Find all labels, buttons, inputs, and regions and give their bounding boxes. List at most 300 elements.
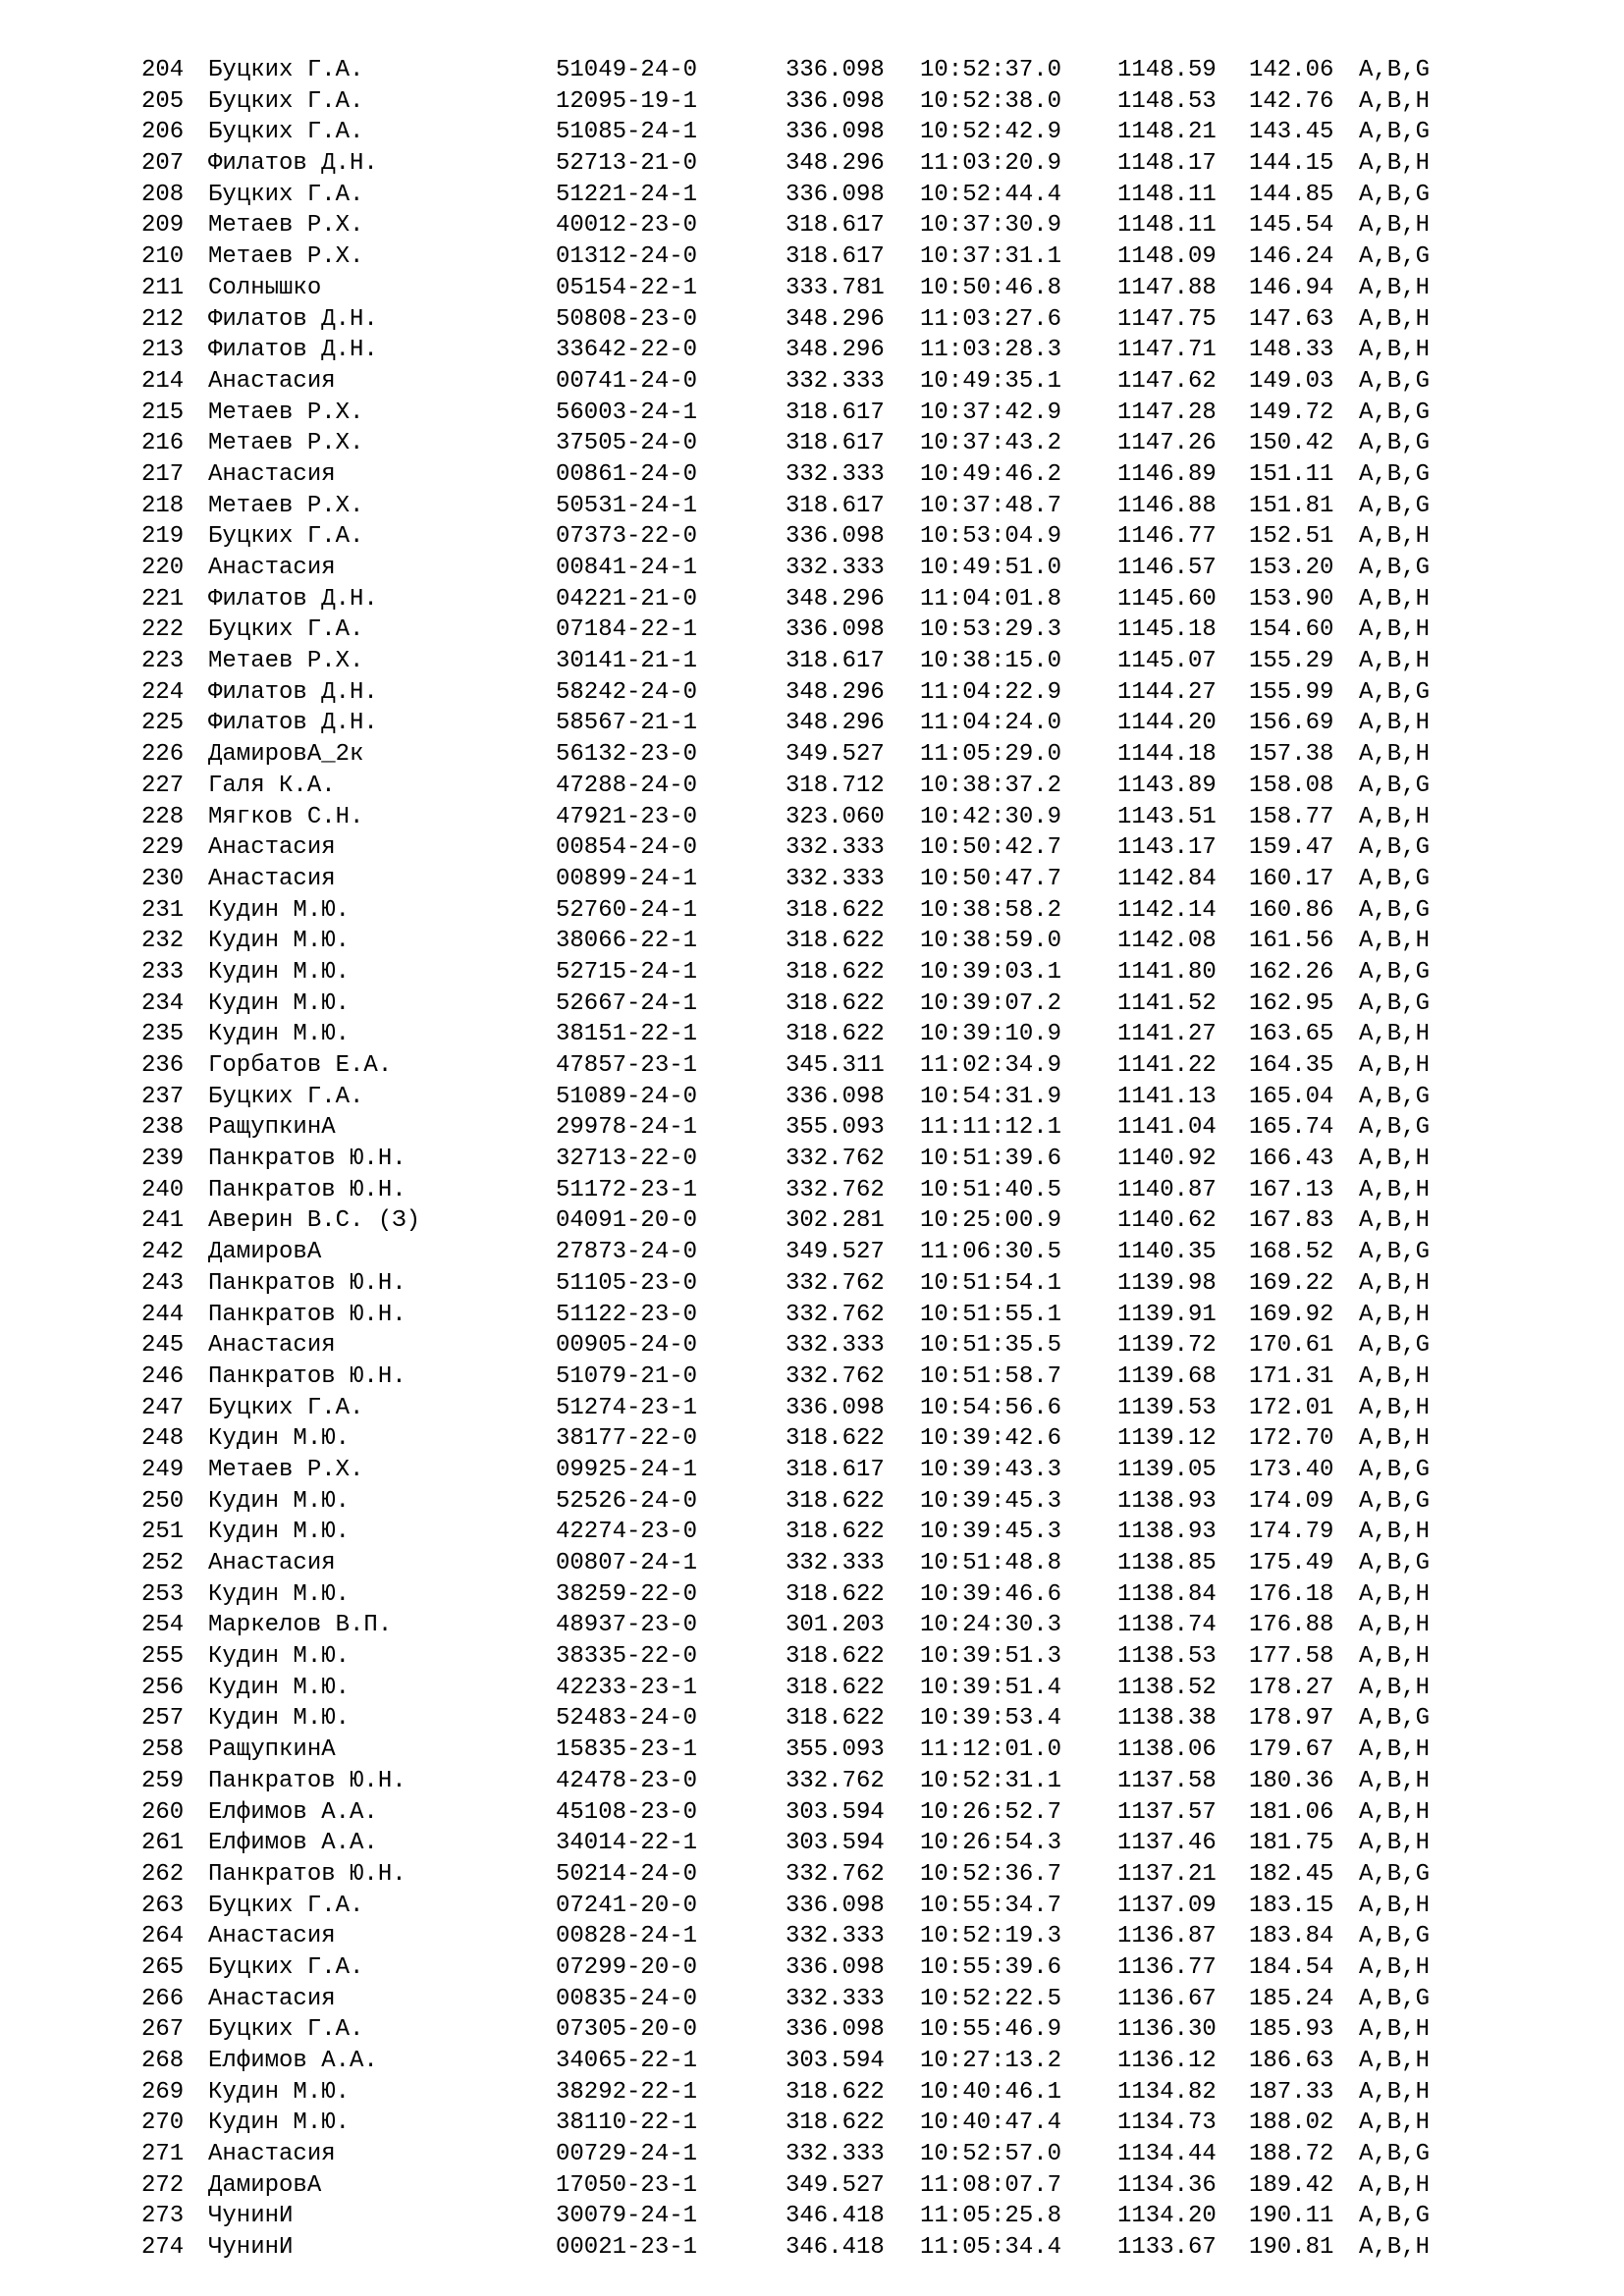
- distance-cell: 355.093: [785, 1736, 885, 1764]
- coefficient-cell: 187.33: [1249, 2078, 1334, 2106]
- speed-cell: 1144.27: [1117, 678, 1217, 706]
- coefficient-cell: 153.90: [1249, 585, 1334, 613]
- ring-number-cell: 07305-20-0: [556, 2016, 698, 2044]
- name-cell: Буцких Г.А.: [208, 181, 364, 208]
- distance-cell: 332.333: [785, 555, 885, 581]
- distance-cell: 348.296: [785, 710, 885, 737]
- distance-cell: 318.622: [785, 2078, 885, 2106]
- result-row: [0, 1828, 1624, 1859]
- speed-cell: 1141.13: [1117, 1083, 1217, 1110]
- speed-cell: 1148.11: [1117, 181, 1217, 208]
- name-cell: Анастасия: [208, 1550, 336, 1576]
- name-cell: Кудин М.Ю.: [208, 2078, 351, 2106]
- result-row: [0, 210, 1624, 241]
- coefficient-cell: 170.61: [1249, 1332, 1334, 1360]
- coefficient-cell: 174.09: [1249, 1487, 1334, 1515]
- place-cell: 271: [141, 2141, 185, 2168]
- place-cell: 219: [141, 523, 185, 551]
- place-cell: 222: [141, 616, 185, 644]
- coefficient-cell: 146.94: [1249, 274, 1334, 301]
- coefficient-cell: 156.69: [1249, 710, 1334, 737]
- ring-number-cell: 51105-23-0: [556, 1269, 698, 1297]
- coefficient-cell: 178.97: [1249, 1705, 1334, 1733]
- name-cell: Анастасия: [208, 2141, 336, 2168]
- ring-number-cell: 00741-24-0: [556, 367, 698, 395]
- flags-cell: A,B,G: [1359, 989, 1431, 1017]
- name-cell: Кудин М.Ю.: [208, 989, 351, 1017]
- distance-cell: 332.333: [785, 1985, 885, 2012]
- name-cell: Метаев Р.Х.: [208, 430, 364, 457]
- place-cell: 212: [141, 305, 185, 333]
- speed-cell: 1142.08: [1117, 928, 1217, 955]
- coefficient-cell: 158.08: [1249, 772, 1334, 799]
- flags-cell: A,B,G: [1359, 896, 1431, 924]
- place-cell: 245: [141, 1332, 185, 1360]
- ring-number-cell: 50214-24-0: [556, 1860, 698, 1888]
- ring-number-cell: 51122-23-0: [556, 1301, 698, 1328]
- distance-cell: 349.527: [785, 2171, 885, 2199]
- arrival-time-cell: 10:39:45.3: [920, 1487, 1062, 1515]
- name-cell: Буцких Г.А.: [208, 1953, 364, 1981]
- place-cell: 229: [141, 834, 185, 862]
- flags-cell: A,B,G: [1359, 1923, 1431, 1950]
- arrival-time-cell: 11:12:01.0: [920, 1736, 1062, 1764]
- coefficient-cell: 181.06: [1249, 1798, 1334, 1826]
- arrival-time-cell: 10:51:54.1: [920, 1269, 1062, 1297]
- coefficient-cell: 150.42: [1249, 430, 1334, 457]
- flags-cell: A,B,H: [1359, 150, 1431, 178]
- name-cell: Елфимов А.А.: [208, 1830, 378, 1857]
- name-cell: Буцких Г.А.: [208, 1892, 364, 1919]
- name-cell: ДамировА: [208, 1239, 322, 1266]
- place-cell: 250: [141, 1487, 185, 1515]
- arrival-time-cell: 10:39:46.6: [920, 1580, 1062, 1608]
- distance-cell: 332.762: [785, 1269, 885, 1297]
- result-row: [0, 2014, 1624, 2046]
- flags-cell: A,B,H: [1359, 1798, 1431, 1826]
- name-cell: Панкратов Ю.Н.: [208, 1860, 406, 1888]
- coefficient-cell: 161.56: [1249, 928, 1334, 955]
- name-cell: Анастасия: [208, 1332, 336, 1360]
- flags-cell: A,B,G: [1359, 1550, 1431, 1576]
- result-row: [0, 521, 1624, 553]
- ring-number-cell: 52483-24-0: [556, 1705, 698, 1733]
- flags-cell: A,B,G: [1359, 243, 1431, 271]
- speed-cell: 1138.52: [1117, 1674, 1217, 1701]
- flags-cell: A,B,H: [1359, 1892, 1431, 1919]
- name-cell: Анастасия: [208, 460, 336, 488]
- arrival-time-cell: 10:25:00.9: [920, 1207, 1062, 1235]
- place-cell: 244: [141, 1301, 185, 1328]
- speed-cell: 1138.53: [1117, 1643, 1217, 1671]
- place-cell: 268: [141, 2048, 185, 2074]
- place-cell: 258: [141, 1736, 185, 1764]
- ring-number-cell: 51079-21-0: [556, 1362, 698, 1390]
- distance-cell: 336.098: [785, 57, 885, 83]
- distance-cell: 318.622: [785, 928, 885, 955]
- distance-cell: 318.617: [785, 243, 885, 271]
- place-cell: 210: [141, 243, 185, 271]
- flags-cell: A,B,G: [1359, 1456, 1431, 1483]
- coefficient-cell: 153.20: [1249, 555, 1334, 581]
- place-cell: 215: [141, 399, 185, 426]
- result-row: [0, 2139, 1624, 2170]
- distance-cell: 318.622: [785, 2109, 885, 2137]
- arrival-time-cell: 11:02:34.9: [920, 1052, 1062, 1079]
- ring-number-cell: 37505-24-0: [556, 430, 698, 457]
- arrival-time-cell: 10:49:51.0: [920, 555, 1062, 581]
- result-row: [0, 988, 1624, 1020]
- name-cell: Маркелов В.П.: [208, 1612, 393, 1639]
- ring-number-cell: 52713-21-0: [556, 150, 698, 178]
- speed-cell: 1144.20: [1117, 710, 1217, 737]
- speed-cell: 1146.57: [1117, 555, 1217, 581]
- name-cell: Кудин М.Ю.: [208, 1425, 351, 1453]
- arrival-time-cell: 11:05:34.4: [920, 2234, 1062, 2262]
- distance-cell: 332.333: [785, 865, 885, 892]
- coefficient-cell: 167.13: [1249, 1176, 1334, 1203]
- speed-cell: 1140.62: [1117, 1207, 1217, 1235]
- ring-number-cell: 51085-24-1: [556, 119, 698, 146]
- coefficient-cell: 160.86: [1249, 896, 1334, 924]
- result-row: [0, 1237, 1624, 1268]
- arrival-time-cell: 10:38:58.2: [920, 896, 1062, 924]
- ring-number-cell: 30141-21-1: [556, 648, 698, 675]
- result-row: [0, 1703, 1624, 1735]
- flags-cell: A,B,H: [1359, 1674, 1431, 1701]
- result-row: [0, 86, 1624, 118]
- ring-number-cell: 38335-22-0: [556, 1643, 698, 1671]
- result-row: [0, 1300, 1624, 1331]
- result-row: [0, 1579, 1624, 1611]
- coefficient-cell: 162.26: [1249, 958, 1334, 986]
- flags-cell: A,B,H: [1359, 87, 1431, 115]
- place-cell: 209: [141, 212, 185, 240]
- arrival-time-cell: 10:49:46.2: [920, 460, 1062, 488]
- result-row: [0, 1205, 1624, 1237]
- ring-number-cell: 00021-23-1: [556, 2234, 698, 2262]
- coefficient-cell: 149.72: [1249, 399, 1334, 426]
- coefficient-cell: 168.52: [1249, 1239, 1334, 1266]
- result-row: [0, 2046, 1624, 2077]
- coefficient-cell: 162.95: [1249, 989, 1334, 1017]
- place-cell: 255: [141, 1643, 185, 1671]
- arrival-time-cell: 11:08:07.7: [920, 2171, 1062, 2199]
- place-cell: 223: [141, 648, 185, 675]
- arrival-time-cell: 10:51:39.6: [920, 1146, 1062, 1173]
- ring-number-cell: 00828-24-1: [556, 1923, 698, 1950]
- speed-cell: 1134.82: [1117, 2078, 1217, 2106]
- speed-cell: 1148.11: [1117, 212, 1217, 240]
- coefficient-cell: 176.88: [1249, 1612, 1334, 1639]
- place-cell: 207: [141, 150, 185, 178]
- distance-cell: 332.762: [785, 1362, 885, 1390]
- ring-number-cell: 38292-22-1: [556, 2078, 698, 2106]
- speed-cell: 1146.89: [1117, 460, 1217, 488]
- arrival-time-cell: 10:38:59.0: [920, 928, 1062, 955]
- arrival-time-cell: 11:04:01.8: [920, 585, 1062, 613]
- speed-cell: 1148.09: [1117, 243, 1217, 271]
- ring-number-cell: 45108-23-0: [556, 1798, 698, 1826]
- speed-cell: 1146.77: [1117, 523, 1217, 551]
- flags-cell: A,B,H: [1359, 1146, 1431, 1173]
- flags-cell: A,B,H: [1359, 585, 1431, 613]
- flags-cell: A,B,H: [1359, 1394, 1431, 1421]
- result-row: [0, 2232, 1624, 2264]
- result-row: [0, 273, 1624, 304]
- distance-cell: 332.762: [785, 1767, 885, 1794]
- flags-cell: A,B,G: [1359, 1985, 1431, 2012]
- flags-cell: A,B,H: [1359, 337, 1431, 364]
- name-cell: Галя К.А.: [208, 772, 336, 799]
- distance-cell: 318.622: [785, 989, 885, 1017]
- name-cell: Буцких Г.А.: [208, 1394, 364, 1421]
- result-row: [0, 957, 1624, 988]
- coefficient-cell: 171.31: [1249, 1362, 1334, 1390]
- coefficient-cell: 189.42: [1249, 2171, 1334, 2199]
- distance-cell: 336.098: [785, 1083, 885, 1110]
- speed-cell: 1138.93: [1117, 1519, 1217, 1546]
- coefficient-cell: 169.92: [1249, 1301, 1334, 1328]
- speed-cell: 1148.21: [1117, 119, 1217, 146]
- speed-cell: 1141.04: [1117, 1114, 1217, 1142]
- distance-cell: 332.333: [785, 1550, 885, 1576]
- place-cell: 247: [141, 1394, 185, 1421]
- place-cell: 263: [141, 1892, 185, 1919]
- result-row: [0, 864, 1624, 895]
- ring-number-cell: 12095-19-1: [556, 87, 698, 115]
- place-cell: 218: [141, 492, 185, 519]
- flags-cell: A,B,H: [1359, 1612, 1431, 1639]
- speed-cell: 1138.85: [1117, 1550, 1217, 1576]
- result-row: [0, 1268, 1624, 1300]
- arrival-time-cell: 11:04:24.0: [920, 710, 1062, 737]
- arrival-time-cell: 10:37:43.2: [920, 430, 1062, 457]
- name-cell: Метаев Р.Х.: [208, 492, 364, 519]
- coefficient-cell: 158.77: [1249, 803, 1334, 830]
- flags-cell: A,B,H: [1359, 1362, 1431, 1390]
- results-list: [0, 55, 1624, 2264]
- flags-cell: A,B,H: [1359, 803, 1431, 830]
- result-row: [0, 2108, 1624, 2139]
- speed-cell: 1141.80: [1117, 958, 1217, 986]
- speed-cell: 1142.84: [1117, 865, 1217, 892]
- place-cell: 246: [141, 1362, 185, 1390]
- speed-cell: 1147.62: [1117, 367, 1217, 395]
- place-cell: 272: [141, 2171, 185, 2199]
- speed-cell: 1147.28: [1117, 399, 1217, 426]
- ring-number-cell: 56003-24-1: [556, 399, 698, 426]
- distance-cell: 318.617: [785, 212, 885, 240]
- speed-cell: 1147.71: [1117, 337, 1217, 364]
- distance-cell: 348.296: [785, 305, 885, 333]
- flags-cell: A,B,H: [1359, 2016, 1431, 2044]
- flags-cell: A,B,G: [1359, 1332, 1431, 1360]
- arrival-time-cell: 11:05:25.8: [920, 2203, 1062, 2230]
- place-cell: 240: [141, 1176, 185, 1203]
- result-row: [0, 1641, 1624, 1673]
- arrival-time-cell: 10:52:42.9: [920, 119, 1062, 146]
- result-row: [0, 1486, 1624, 1518]
- result-row: [0, 1144, 1624, 1175]
- arrival-time-cell: 10:51:58.7: [920, 1362, 1062, 1390]
- speed-cell: 1138.06: [1117, 1736, 1217, 1764]
- speed-cell: 1137.46: [1117, 1830, 1217, 1857]
- name-cell: Кудин М.Ю.: [208, 1487, 351, 1515]
- coefficient-cell: 185.24: [1249, 1985, 1334, 2012]
- name-cell: Панкратов Ю.Н.: [208, 1301, 406, 1328]
- coefficient-cell: 166.43: [1249, 1146, 1334, 1173]
- ring-number-cell: 15835-23-1: [556, 1736, 698, 1764]
- result-row: [0, 1984, 1624, 2015]
- distance-cell: 332.333: [785, 367, 885, 395]
- place-cell: 274: [141, 2234, 185, 2262]
- flags-cell: A,B,G: [1359, 460, 1431, 488]
- arrival-time-cell: 10:52:37.0: [920, 57, 1062, 83]
- speed-cell: 1139.91: [1117, 1301, 1217, 1328]
- ring-number-cell: 52526-24-0: [556, 1487, 698, 1515]
- distance-cell: 318.622: [785, 1643, 885, 1671]
- arrival-time-cell: 10:54:56.6: [920, 1394, 1062, 1421]
- distance-cell: 336.098: [785, 1394, 885, 1421]
- speed-cell: 1142.14: [1117, 896, 1217, 924]
- distance-cell: 318.622: [785, 1519, 885, 1546]
- result-row: [0, 1175, 1624, 1206]
- result-row: [0, 1673, 1624, 1704]
- arrival-time-cell: 11:03:20.9: [920, 150, 1062, 178]
- speed-cell: 1145.60: [1117, 585, 1217, 613]
- distance-cell: 332.762: [785, 1176, 885, 1203]
- speed-cell: 1143.89: [1117, 772, 1217, 799]
- arrival-time-cell: 10:50:46.8: [920, 274, 1062, 301]
- name-cell: Горбатов Е.А.: [208, 1052, 393, 1079]
- speed-cell: 1137.57: [1117, 1798, 1217, 1826]
- speed-cell: 1133.67: [1117, 2234, 1217, 2262]
- flags-cell: A,B,H: [1359, 1269, 1431, 1297]
- speed-cell: 1147.88: [1117, 274, 1217, 301]
- distance-cell: 336.098: [785, 1953, 885, 1981]
- place-cell: 232: [141, 928, 185, 955]
- distance-cell: 318.617: [785, 648, 885, 675]
- ring-number-cell: 38259-22-0: [556, 1580, 698, 1608]
- place-cell: 248: [141, 1425, 185, 1453]
- name-cell: Кудин М.Ю.: [208, 928, 351, 955]
- speed-cell: 1146.88: [1117, 492, 1217, 519]
- name-cell: Кудин М.Ю.: [208, 1674, 351, 1701]
- place-cell: 205: [141, 87, 185, 115]
- arrival-time-cell: 10:37:48.7: [920, 492, 1062, 519]
- coefficient-cell: 152.51: [1249, 523, 1334, 551]
- ring-number-cell: 04221-21-0: [556, 585, 698, 613]
- flags-cell: A,B,G: [1359, 1239, 1431, 1266]
- place-cell: 217: [141, 460, 185, 488]
- result-row: [0, 1921, 1624, 1952]
- ring-number-cell: 00854-24-0: [556, 834, 698, 862]
- place-cell: 238: [141, 1114, 185, 1142]
- speed-cell: 1148.53: [1117, 87, 1217, 115]
- flags-cell: A,B,H: [1359, 1425, 1431, 1453]
- result-row: [0, 646, 1624, 677]
- name-cell: Панкратов Ю.Н.: [208, 1269, 406, 1297]
- distance-cell: 318.712: [785, 772, 885, 799]
- ring-number-cell: 50808-23-0: [556, 305, 698, 333]
- ring-number-cell: 27873-24-0: [556, 1239, 698, 1266]
- place-cell: 259: [141, 1767, 185, 1794]
- arrival-time-cell: 10:24:30.3: [920, 1612, 1062, 1639]
- place-cell: 257: [141, 1705, 185, 1733]
- ring-number-cell: 05154-22-1: [556, 274, 698, 301]
- arrival-time-cell: 10:39:51.4: [920, 1674, 1062, 1701]
- distance-cell: 318.622: [785, 1021, 885, 1048]
- speed-cell: 1136.67: [1117, 1985, 1217, 2012]
- place-cell: 270: [141, 2109, 185, 2137]
- coefficient-cell: 184.54: [1249, 1953, 1334, 1981]
- distance-cell: 318.622: [785, 1580, 885, 1608]
- result-row: [0, 926, 1624, 957]
- coefficient-cell: 180.36: [1249, 1767, 1334, 1794]
- ring-number-cell: 01312-24-0: [556, 243, 698, 271]
- speed-cell: 1134.73: [1117, 2109, 1217, 2137]
- name-cell: РащупкинА: [208, 1114, 336, 1142]
- flags-cell: A,B,H: [1359, 1953, 1431, 1981]
- speed-cell: 1139.98: [1117, 1269, 1217, 1297]
- speed-cell: 1144.18: [1117, 741, 1217, 769]
- result-row: [0, 1050, 1624, 1082]
- arrival-time-cell: 10:55:39.6: [920, 1953, 1062, 1981]
- flags-cell: A,B,G: [1359, 181, 1431, 208]
- flags-cell: A,B,H: [1359, 2171, 1431, 2199]
- arrival-time-cell: 10:54:31.9: [920, 1083, 1062, 1110]
- ring-number-cell: 52715-24-1: [556, 958, 698, 986]
- speed-cell: 1134.36: [1117, 2171, 1217, 2199]
- ring-number-cell: 00807-24-1: [556, 1550, 698, 1576]
- arrival-time-cell: 10:40:47.4: [920, 2109, 1062, 2137]
- arrival-time-cell: 10:51:48.8: [920, 1550, 1062, 1576]
- name-cell: ДамировА: [208, 2171, 322, 2199]
- arrival-time-cell: 11:11:12.1: [920, 1114, 1062, 1142]
- ring-number-cell: 38151-22-1: [556, 1021, 698, 1048]
- result-row: [0, 491, 1624, 522]
- result-row: [0, 2077, 1624, 2109]
- distance-cell: 318.622: [785, 896, 885, 924]
- arrival-time-cell: 10:52:38.0: [920, 87, 1062, 115]
- result-row: [0, 1362, 1624, 1393]
- distance-cell: 336.098: [785, 87, 885, 115]
- ring-number-cell: 00729-24-1: [556, 2141, 698, 2168]
- ring-number-cell: 42478-23-0: [556, 1767, 698, 1794]
- arrival-time-cell: 11:05:29.0: [920, 741, 1062, 769]
- distance-cell: 323.060: [785, 803, 885, 830]
- result-row: [0, 366, 1624, 398]
- arrival-time-cell: 10:50:47.7: [920, 865, 1062, 892]
- speed-cell: 1140.92: [1117, 1146, 1217, 1173]
- arrival-time-cell: 11:03:27.6: [920, 305, 1062, 333]
- flags-cell: A,B,H: [1359, 1830, 1431, 1857]
- name-cell: Метаев Р.Х.: [208, 1456, 364, 1483]
- arrival-time-cell: 11:04:22.9: [920, 678, 1062, 706]
- arrival-time-cell: 10:26:54.3: [920, 1830, 1062, 1857]
- place-cell: 262: [141, 1860, 185, 1888]
- name-cell: ДамировА_2к: [208, 741, 364, 769]
- distance-cell: 318.617: [785, 430, 885, 457]
- flags-cell: A,B,G: [1359, 430, 1431, 457]
- coefficient-cell: 190.11: [1249, 2203, 1334, 2230]
- ring-number-cell: 40012-23-0: [556, 212, 698, 240]
- coefficient-cell: 147.63: [1249, 305, 1334, 333]
- result-row: [0, 895, 1624, 927]
- coefficient-cell: 146.24: [1249, 243, 1334, 271]
- flags-cell: A,B,H: [1359, 2078, 1431, 2106]
